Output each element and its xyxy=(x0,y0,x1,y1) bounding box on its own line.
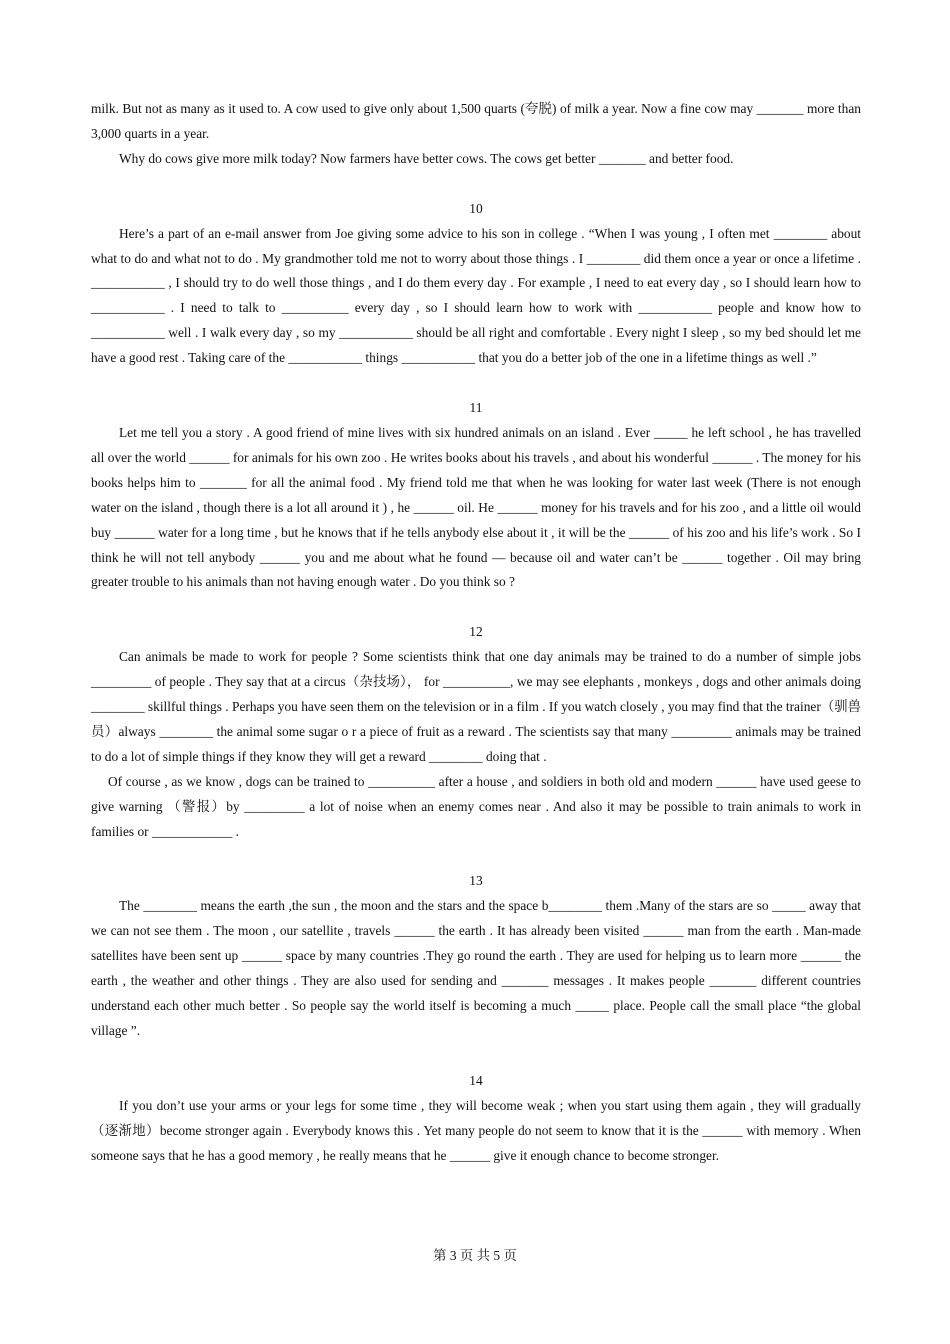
section-number-14: 14 xyxy=(469,1072,483,1088)
paragraph-9-end: milk. But not as many as it used to. A cow used to give only about 1,500 quarts (夸脱) of milk a year. Now a fine cow may _______ more than 3,000 quarts in a year. xyxy=(91,101,861,141)
paragraph-12-a: Can animals be made to work for people ? Some scientists think that one day animals may be trained to do a number of simple jobs _________ of people . They say that at a circus（杂技场）， for __________, we may see elephants , monkeys , dogs and other animals doing ________ skillful things . Perhaps you have seen them on the television or in a film . If you watch closely , you may find that the trainer（驯兽员）always ________ the animal some sugar o r a piece of fruit as a reward . The scientists say that many _________ animals may be trained to do a lot of simple things if they know they will get a reward ________ doing that . xyxy=(91,649,861,764)
paragraph-12-b: Of course , as we know , dogs can be trained to __________ after a house , and soldiers in both old and modern ______ have used geese to give warning （警报）by _________ a lot of noise when an enemy comes near . And also it may be possible to train animals to work in families or ____________ . xyxy=(91,773,861,839)
section-number-10: 10 xyxy=(469,200,483,216)
page-footer: 第 3 页 共 5 页 xyxy=(433,1248,517,1263)
section-number-11: 11 xyxy=(469,400,483,416)
paragraph-14: If you don’t use your arms or your legs for some time , they will become weak ; when you start using them again , they will gradually （逐渐地）become stronger again . Everybody knows this . Yet many people do not seem to know that it is the ______ with memory . When someone says that he has a good memory , he really means that he ______ give it enough chance to become stronger. xyxy=(91,1097,861,1163)
paragraph-13: The ________ means the earth ,the sun , the moon and the stars and the space b________ them .Many of the stars are so _____ away that we can not see them . The moon , our satellite , travels ______ the earth . It has already been visited ______ man from the earth . Man-made satellites have been sent up ______ space by many countries .They go round the earth . They are used for helping us to learn more ______ the earth , the weather and other things . They are also used for sending and _______ messages . It makes people _______ different countries understand each other much better . So people say the world itself is becoming a much _____ place. People call the small place “the global village ”. xyxy=(91,898,861,1038)
paragraph-11: Let me tell you a story . A good friend of mine lives with six hundred animals on an island . Ever _____ he left school , he has travelled all over the world ______ for animals for his own zoo . He writes books about his travels , and about his wonderful ______ . The money for his books helps him to _______ for all the animal food . My friend told me that when he was looking for water last week (There is not enough water on the island , though there is a lot all around it ) , he ______ oil. He ______ money for his travels and for his zoo , and a little oil would buy ______ water for a long time , but he knows that if he tells anybody else about it , it will be the ______ of his zoo and his life’s work . So I think he will not tell anybody ______ you and me about what he found — because oil and water can’t be ______ together . Oil may bring greater trouble to his animals than not having enough water . Do you think so ? xyxy=(91,424,861,590)
section-number-13: 13 xyxy=(469,873,483,889)
section-number-12: 12 xyxy=(469,624,483,640)
paragraph-10: Here’s a part of an e-mail answer from Joe giving some advice to his son in college . “When I was young , I often met ________ about what to do and what not to do . My grandmother told me not to worry about those things . I ________ did them once a year or once a lifetime . ___________ , I should try to do well those things , and I do them every day . For example , I need to eat every day , so I should learn how to ___________ . I need to talk to __________ every day , so I should learn how to work with ___________ people and know how to ___________ well . I walk every day , so my ___________ should be all right and comfortable . Every night I sleep , so my bed should let me have a good rest . Taking care of the ___________ things ___________ that you do a better job of the one in a lifetime things as well .” xyxy=(91,225,861,366)
paragraph-9-last: Why do cows give more milk today? Now farmers have better cows. The cows get better _______ and better food. xyxy=(119,150,734,166)
page-content xyxy=(91,97,861,1168)
